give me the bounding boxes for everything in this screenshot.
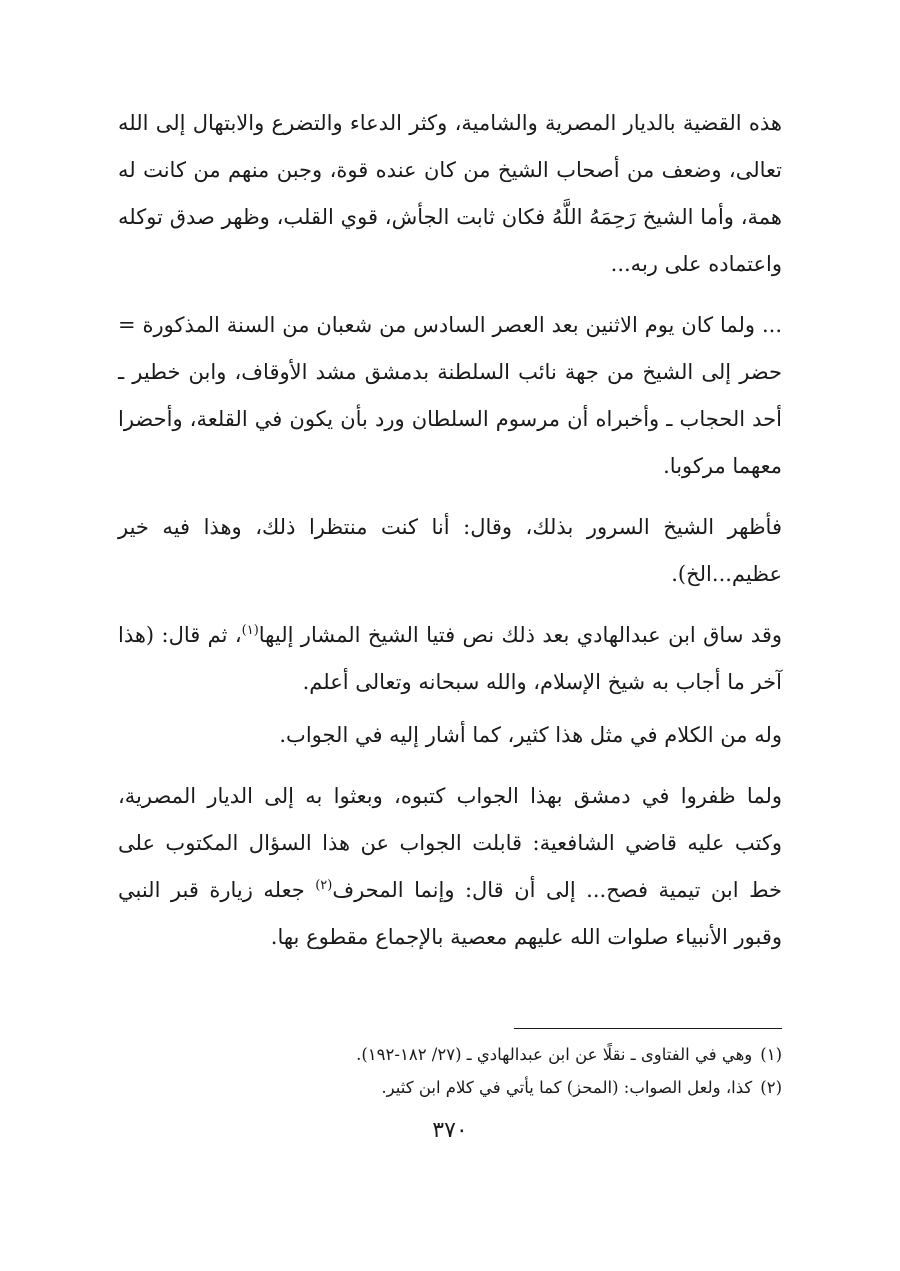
footnotes xyxy=(118,1038,782,1104)
footnote-2-text: كذا، ولعل الصواب: (المحز) كما يأتي في كلام ابن كثير. xyxy=(381,1078,753,1097)
paragraph-6-text-a: ولما ظفروا في دمشق بهذا الجواب كتبوه، وبعثوا به إلى الديار المصرية، وكتب عليه قاضي الشافعية: قابلت الجواب عن هذا السؤال المكتوب على خط ابن تيمية فصح... إلى أن قال: وإنما المحرف xyxy=(118,784,782,902)
footnote-ref-2: (٢) xyxy=(315,878,333,893)
footnote-1-number: (١) xyxy=(760,1045,782,1064)
page-number: ٣٧٠ xyxy=(432,1118,468,1143)
paragraph-6 xyxy=(118,773,782,961)
paragraph-5: وله من الكلام في مثل هذا كثير، كما أشار إليه في الجواب. xyxy=(279,723,782,747)
footnote-2-number: (٢) xyxy=(760,1078,782,1097)
paragraph-6-text-b: جعله زيارة قبر النبي وقبور الأنبياء صلوات الله عليهم معصية بالإجماع مقطوع بها. xyxy=(118,878,782,949)
paragraph-4 xyxy=(118,612,782,706)
footnote-1-text: وهي في الفتاوى ـ نقلًا عن ابن عبدالهادي ـ (٢٧/ ١٨٢-١٩٢). xyxy=(356,1045,753,1064)
footnote-ref-1: (١) xyxy=(241,623,259,638)
footnote-2 xyxy=(118,1071,782,1104)
paragraph-2: ... ولما كان يوم الاثنين بعد العصر السادس من شعبان من السنة المذكورة = حضر إلى الشيخ من جهة نائب السلطنة بدمشق مشد الأوقاف، وابن خطير ـ أحد الحجاب ـ وأخبراه أن مرسوم السلطان ورد بأن يكون في القلعة، وأحضرا معهما مركوبا. xyxy=(118,313,782,478)
paragraph-1: هذه القضية بالديار المصرية والشامية، وكثر الدعاء والتضرع والابتهال إلى الله تعالى، وضعف من أصحاب الشيخ من كان عنده قوة، وجبن منهم من كانت له همة، وأما الشيخ رَحِمَهُ اللَّهُ فكان ثابت الجأش، قوي القلب، وظهر صدق توكله واعتماده على ربه... xyxy=(118,111,782,276)
footnote-separator xyxy=(514,1028,782,1029)
paragraph-4-text-a: وقد ساق ابن عبدالهادي بعد ذلك نص فتيا الشيخ المشار إليها xyxy=(258,623,782,647)
footnote-1 xyxy=(118,1038,782,1071)
paragraph-4-text-b: ، ثم قال: (هذا آخر ما أجاب به شيخ الإسلام، والله سبحانه وتعالى أعلم. xyxy=(118,623,782,694)
main-text xyxy=(118,100,782,975)
paragraph-3: فأظهر الشيخ السرور بذلك، وقال: أنا كنت منتظرا ذلك، وهذا فيه خير عظيم...الخ). xyxy=(118,515,782,586)
